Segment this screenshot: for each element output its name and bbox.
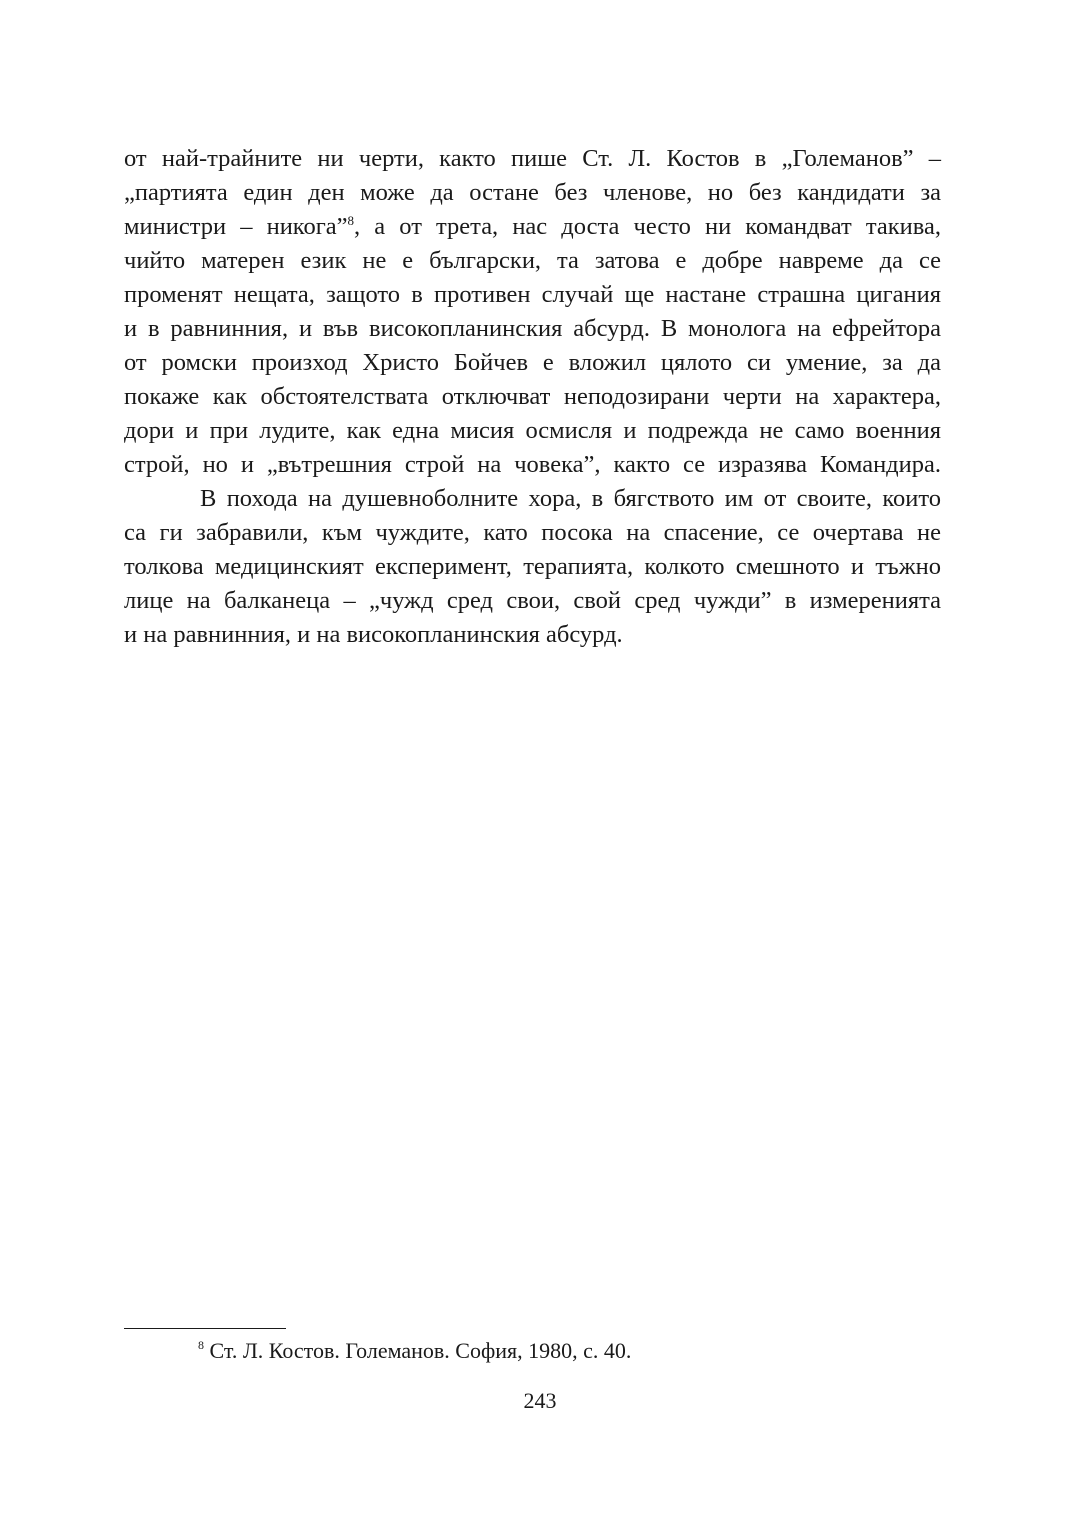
footnote-text: Ст. Л. Костов. Големанов. София, 1980, с. 40.	[204, 1338, 632, 1363]
text-line: дори и при лудите, как една мисия осмисля и подрежда не само военния	[124, 417, 941, 444]
text-line: променят нещата, защото в противен случай ще настане страшна цигания	[124, 281, 941, 308]
text-line: толкова медицинският експеримент, терапията, колкото смешното и тъжно	[124, 553, 941, 580]
text-line: чийто матерен език не е български, та затова е добре навреме да се	[124, 247, 941, 274]
text-line: „партията един ден може да остане без членове, но без кандидати за	[124, 179, 941, 206]
text-line: лице на балканеца – „чужд сред свои, свой сред чужди” в измеренията	[124, 587, 941, 614]
text-line: В похода на душевноболните хора, в бягството им от своите, които	[200, 485, 941, 512]
text-line	[124, 210, 941, 244]
text-line: и в равнинния, и във високопланинския абсурд. В монолога на ефрейтора	[124, 315, 941, 342]
text-line: строй, но и „вътрешния строй на човека”, както се изразява Командира.	[124, 451, 941, 478]
text-fragment: министри – никога”	[124, 213, 348, 240]
footnote-number: 8	[198, 1338, 204, 1352]
text-line: и на равнинния, и на високопланинския абсурд.	[124, 621, 623, 648]
footnote	[198, 1336, 631, 1366]
text-line: са ги забравили, към чуждите, като посока на спасение, се очертава не	[124, 519, 941, 546]
paragraph	[124, 482, 941, 652]
text-fragment: , а от трета, нас доста често ни командват такива,	[354, 213, 942, 240]
text-line: покаже как обстоятелствата отключват неподозирани черти на характера,	[124, 383, 941, 410]
footnote-reference: 8	[347, 213, 355, 228]
body-text	[124, 142, 941, 652]
page-number: 243	[523, 1388, 557, 1413]
text-line: от най-трайните ни черти, както пише Ст. Л. Костов в „Големанов” –	[124, 145, 941, 172]
text-line: от ромски произход Христо Бойчев е вложил цялото си умение, за да	[124, 349, 941, 376]
paragraph	[124, 142, 941, 482]
footnote-divider	[124, 1328, 286, 1329]
